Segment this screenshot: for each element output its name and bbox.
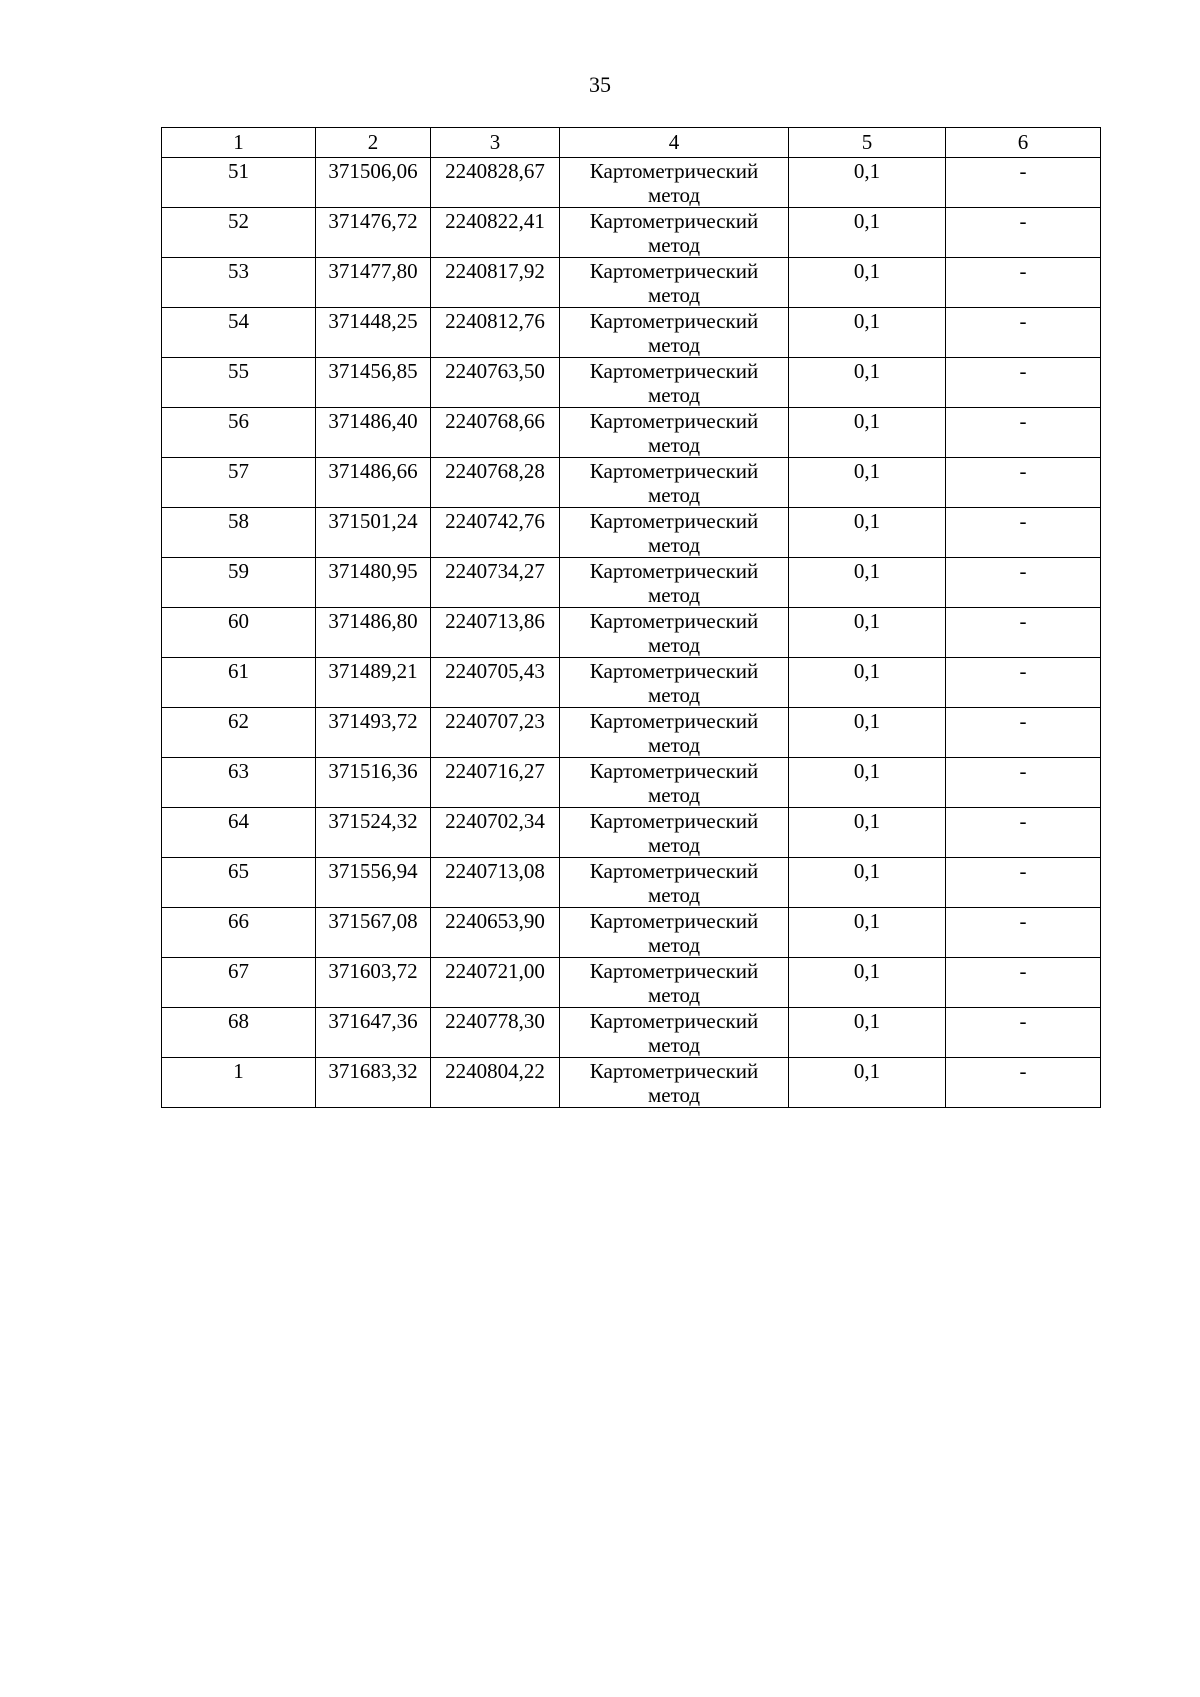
note-cell-text: - [1019, 209, 1027, 233]
x-coordinate-cell-text: 371493,72 [328, 709, 418, 733]
method-cell [560, 808, 789, 858]
point-number-cell-text: 58 [228, 509, 249, 533]
y-coordinate-cell [431, 858, 560, 908]
method-line-2: метод [647, 583, 701, 607]
method-line-1: Картометрический [589, 159, 759, 183]
x-coordinate-cell-text: 371480,95 [328, 559, 418, 583]
method-line-2: метод [647, 1033, 701, 1057]
x-coordinate-cell [316, 908, 431, 958]
x-coordinate-cell [316, 808, 431, 858]
point-number-cell-text: 61 [228, 659, 249, 683]
method-cell [560, 858, 789, 908]
accuracy-cell [789, 158, 946, 208]
point-number-cell [162, 358, 316, 408]
accuracy-cell [789, 858, 946, 908]
method-line-1: Картометрический [589, 1059, 759, 1083]
y-coordinate-cell-text: 2240653,90 [445, 909, 545, 933]
y-coordinate-cell-text: 2240768,66 [445, 409, 545, 433]
y-coordinate-cell-text: 2240734,27 [445, 559, 545, 583]
note-cell [946, 558, 1101, 608]
x-coordinate-cell [316, 408, 431, 458]
method-line-2: метод [647, 283, 701, 307]
y-coordinate-cell [431, 258, 560, 308]
method-cell-text [560, 1058, 788, 1107]
header-cell-3: 3 [431, 128, 560, 158]
table-body [162, 158, 1101, 1108]
accuracy-cell-text: 0,1 [853, 859, 881, 883]
method-cell [560, 458, 789, 508]
x-coordinate-cell-text: 371647,36 [328, 1009, 418, 1033]
table-row [162, 258, 1101, 308]
method-cell [560, 308, 789, 358]
method-line-1: Картометрический [589, 809, 759, 833]
x-coordinate-cell-text: 371567,08 [328, 909, 418, 933]
note-cell-text: - [1019, 1059, 1027, 1083]
method-line-1: Картометрический [589, 709, 759, 733]
table-row [162, 858, 1101, 908]
method-line-1: Картометрический [589, 209, 759, 233]
note-cell-text: - [1019, 509, 1027, 533]
note-cell [946, 158, 1101, 208]
header-cell-4: 4 [560, 128, 789, 158]
point-number-cell [162, 208, 316, 258]
method-line-1: Картометрический [589, 509, 759, 533]
x-coordinate-cell-text: 371489,21 [328, 659, 418, 683]
method-line-1: Картометрический [589, 609, 759, 633]
method-cell-text [560, 608, 788, 657]
accuracy-cell-text: 0,1 [853, 509, 881, 533]
note-cell [946, 908, 1101, 958]
y-coordinate-cell [431, 458, 560, 508]
method-cell [560, 258, 789, 308]
coordinates-table [161, 127, 1101, 1108]
x-coordinate-cell-text: 371506,06 [328, 159, 418, 183]
y-coordinate-cell [431, 1008, 560, 1058]
method-line-1: Картометрический [589, 1009, 759, 1033]
method-cell [560, 1008, 789, 1058]
method-line-1: Картометрический [589, 959, 759, 983]
note-cell [946, 808, 1101, 858]
point-number-cell [162, 958, 316, 1008]
x-coordinate-cell-text: 371486,40 [328, 409, 418, 433]
method-line-2: метод [647, 933, 701, 957]
accuracy-cell [789, 258, 946, 308]
accuracy-cell-text: 0,1 [853, 1009, 881, 1033]
accuracy-cell [789, 358, 946, 408]
method-line-1: Картометрический [589, 409, 759, 433]
note-cell-text: - [1019, 259, 1027, 283]
x-coordinate-cell [316, 258, 431, 308]
y-coordinate-cell [431, 808, 560, 858]
note-cell-text: - [1019, 609, 1027, 633]
x-coordinate-cell [316, 708, 431, 758]
table-row [162, 658, 1101, 708]
note-cell-text: - [1019, 859, 1027, 883]
method-line-2: метод [647, 1083, 701, 1107]
note-cell [946, 508, 1101, 558]
method-line-1: Картометрический [589, 659, 759, 683]
point-number-cell-text: 53 [228, 259, 249, 283]
note-cell [946, 608, 1101, 658]
accuracy-cell-text: 0,1 [853, 809, 881, 833]
accuracy-cell [789, 758, 946, 808]
point-number-cell [162, 458, 316, 508]
point-number-cell [162, 658, 316, 708]
point-number-cell-text: 65 [228, 859, 249, 883]
method-line-2: метод [647, 233, 701, 257]
method-line-2: метод [647, 633, 701, 657]
note-cell-text: - [1019, 309, 1027, 333]
point-number-cell-text: 51 [228, 159, 249, 183]
method-cell-text [560, 558, 788, 607]
y-coordinate-cell-text: 2240713,86 [445, 609, 545, 633]
table-row [162, 1008, 1101, 1058]
x-coordinate-cell [316, 208, 431, 258]
method-line-1: Картометрический [589, 359, 759, 383]
table-row [162, 758, 1101, 808]
method-cell-text [560, 1008, 788, 1057]
table-row [162, 158, 1101, 208]
header-cell-1: 1 [162, 128, 316, 158]
note-cell [946, 358, 1101, 408]
y-coordinate-cell-text: 2240822,41 [445, 209, 545, 233]
method-line-2: метод [647, 533, 701, 557]
point-number-cell [162, 608, 316, 658]
note-cell [946, 258, 1101, 308]
point-number-cell-text: 67 [228, 959, 249, 983]
point-number-cell-text: 52 [228, 209, 249, 233]
method-cell-text [560, 758, 788, 807]
table-row [162, 508, 1101, 558]
table-row [162, 958, 1101, 1008]
table-row [162, 908, 1101, 958]
point-number-cell [162, 558, 316, 608]
x-coordinate-cell-text: 371556,94 [328, 859, 418, 883]
y-coordinate-cell [431, 558, 560, 608]
point-number-cell [162, 758, 316, 808]
method-cell-text [560, 208, 788, 257]
table-row [162, 608, 1101, 658]
accuracy-cell [789, 408, 946, 458]
y-coordinate-cell-text: 2240705,43 [445, 659, 545, 683]
accuracy-cell-text: 0,1 [853, 259, 881, 283]
method-cell-text [560, 458, 788, 507]
note-cell [946, 1008, 1101, 1058]
accuracy-cell-text: 0,1 [853, 959, 881, 983]
point-number-cell [162, 858, 316, 908]
y-coordinate-cell [431, 608, 560, 658]
accuracy-cell-text: 0,1 [853, 559, 881, 583]
method-cell [560, 158, 789, 208]
method-cell [560, 1058, 789, 1108]
point-number-cell [162, 708, 316, 758]
x-coordinate-cell [316, 458, 431, 508]
y-coordinate-cell [431, 208, 560, 258]
method-line-1: Картометрический [589, 309, 759, 333]
accuracy-cell-text: 0,1 [853, 709, 881, 733]
note-cell [946, 408, 1101, 458]
method-line-2: метод [647, 683, 701, 707]
note-cell-text: - [1019, 759, 1027, 783]
y-coordinate-cell-text: 2240804,22 [445, 1059, 545, 1083]
point-number-cell-text: 54 [228, 309, 249, 333]
x-coordinate-cell [316, 758, 431, 808]
x-coordinate-cell-text: 371516,36 [328, 759, 418, 783]
x-coordinate-cell-text: 371524,32 [328, 809, 418, 833]
method-cell [560, 208, 789, 258]
page-number: 35 [589, 72, 611, 97]
point-number-cell [162, 508, 316, 558]
point-number-cell [162, 1008, 316, 1058]
method-line-2: метод [647, 483, 701, 507]
method-cell-text [560, 858, 788, 907]
y-coordinate-cell [431, 958, 560, 1008]
y-coordinate-cell-text: 2240702,34 [445, 809, 545, 833]
accuracy-cell-text: 0,1 [853, 309, 881, 333]
y-coordinate-cell-text: 2240742,76 [445, 509, 545, 533]
note-cell-text: - [1019, 359, 1027, 383]
point-number-cell [162, 408, 316, 458]
method-cell-text [560, 808, 788, 857]
y-coordinate-cell-text: 2240713,08 [445, 859, 545, 883]
note-cell-text: - [1019, 809, 1027, 833]
y-coordinate-cell [431, 308, 560, 358]
point-number-cell-text: 55 [228, 359, 249, 383]
y-coordinate-cell-text: 2240812,76 [445, 309, 545, 333]
accuracy-cell-text: 0,1 [853, 759, 881, 783]
method-cell-text [560, 958, 788, 1007]
x-coordinate-cell [316, 1008, 431, 1058]
accuracy-cell [789, 808, 946, 858]
accuracy-cell [789, 558, 946, 608]
table-row [162, 358, 1101, 408]
table-row [162, 708, 1101, 758]
point-number-cell-text: 62 [228, 709, 249, 733]
y-coordinate-cell-text: 2240763,50 [445, 359, 545, 383]
note-cell [946, 858, 1101, 908]
accuracy-cell [789, 908, 946, 958]
method-line-1: Картометрический [589, 759, 759, 783]
x-coordinate-cell-text: 371501,24 [328, 509, 418, 533]
method-cell-text [560, 508, 788, 557]
point-number-cell-text: 1 [233, 1059, 244, 1083]
accuracy-cell-text: 0,1 [853, 159, 881, 183]
method-cell-text [560, 358, 788, 407]
table-row [162, 558, 1101, 608]
accuracy-cell [789, 458, 946, 508]
y-coordinate-cell [431, 658, 560, 708]
y-coordinate-cell-text: 2240817,92 [445, 259, 545, 283]
method-line-1: Картометрический [589, 259, 759, 283]
note-cell-text: - [1019, 1009, 1027, 1033]
method-line-2: метод [647, 833, 701, 857]
accuracy-cell-text: 0,1 [853, 409, 881, 433]
method-line-2: метод [647, 783, 701, 807]
x-coordinate-cell [316, 308, 431, 358]
x-coordinate-cell-text: 371456,85 [328, 359, 418, 383]
point-number-cell [162, 1058, 316, 1108]
method-line-1: Картометрический [589, 859, 759, 883]
point-number-cell-text: 66 [228, 909, 249, 933]
method-cell [560, 408, 789, 458]
x-coordinate-cell [316, 558, 431, 608]
method-cell [560, 558, 789, 608]
note-cell [946, 958, 1101, 1008]
point-number-cell [162, 908, 316, 958]
y-coordinate-cell-text: 2240716,27 [445, 759, 545, 783]
x-coordinate-cell [316, 658, 431, 708]
note-cell-text: - [1019, 559, 1027, 583]
table-row [162, 458, 1101, 508]
table-row [162, 808, 1101, 858]
x-coordinate-cell-text: 371486,66 [328, 459, 418, 483]
method-cell [560, 358, 789, 408]
table-header [162, 128, 1101, 158]
method-cell-text [560, 158, 788, 207]
header-cell-6: 6 [946, 128, 1101, 158]
x-coordinate-cell-text: 371476,72 [328, 209, 418, 233]
method-cell-text [560, 658, 788, 707]
header-cell-5: 5 [789, 128, 946, 158]
accuracy-cell [789, 208, 946, 258]
x-coordinate-cell [316, 608, 431, 658]
y-coordinate-cell [431, 1058, 560, 1108]
accuracy-cell-text: 0,1 [853, 359, 881, 383]
method-line-2: метод [647, 333, 701, 357]
accuracy-cell [789, 1058, 946, 1108]
note-cell-text: - [1019, 709, 1027, 733]
accuracy-cell-text: 0,1 [853, 659, 881, 683]
note-cell-text: - [1019, 409, 1027, 433]
y-coordinate-cell [431, 408, 560, 458]
point-number-cell-text: 63 [228, 759, 249, 783]
point-number-cell-text: 56 [228, 409, 249, 433]
table-row [162, 308, 1101, 358]
x-coordinate-cell [316, 158, 431, 208]
method-cell [560, 508, 789, 558]
method-line-1: Картометрический [589, 909, 759, 933]
note-cell [946, 758, 1101, 808]
accuracy-cell-text: 0,1 [853, 609, 881, 633]
method-cell [560, 958, 789, 1008]
y-coordinate-cell-text: 2240778,30 [445, 1009, 545, 1033]
method-cell-text [560, 308, 788, 357]
accuracy-cell [789, 308, 946, 358]
accuracy-cell [789, 658, 946, 708]
note-cell-text: - [1019, 159, 1027, 183]
y-coordinate-cell [431, 708, 560, 758]
x-coordinate-cell-text: 371477,80 [328, 259, 418, 283]
y-coordinate-cell [431, 508, 560, 558]
accuracy-cell [789, 958, 946, 1008]
y-coordinate-cell [431, 758, 560, 808]
x-coordinate-cell [316, 358, 431, 408]
x-coordinate-cell [316, 1058, 431, 1108]
x-coordinate-cell [316, 858, 431, 908]
note-cell [946, 658, 1101, 708]
point-number-cell [162, 158, 316, 208]
method-line-1: Картометрический [589, 459, 759, 483]
point-number-cell-text: 68 [228, 1009, 249, 1033]
accuracy-cell-text: 0,1 [853, 459, 881, 483]
method-cell [560, 658, 789, 708]
x-coordinate-cell-text: 371603,72 [328, 959, 418, 983]
table-row [162, 208, 1101, 258]
point-number-cell-text: 57 [228, 459, 249, 483]
y-coordinate-cell-text: 2240707,23 [445, 709, 545, 733]
method-cell [560, 908, 789, 958]
x-coordinate-cell [316, 508, 431, 558]
method-cell-text [560, 908, 788, 957]
method-cell [560, 758, 789, 808]
point-number-cell-text: 59 [228, 559, 249, 583]
accuracy-cell-text: 0,1 [853, 209, 881, 233]
accuracy-cell [789, 1008, 946, 1058]
y-coordinate-cell [431, 358, 560, 408]
table-row [162, 408, 1101, 458]
note-cell-text: - [1019, 659, 1027, 683]
method-line-2: метод [647, 733, 701, 757]
method-line-1: Картометрический [589, 559, 759, 583]
point-number-cell-text: 64 [228, 809, 249, 833]
method-line-2: метод [647, 433, 701, 457]
header-row [162, 128, 1101, 158]
note-cell [946, 708, 1101, 758]
method-line-2: метод [647, 983, 701, 1007]
method-line-2: метод [647, 383, 701, 407]
method-line-2: метод [647, 883, 701, 907]
x-coordinate-cell-text: 371683,32 [328, 1059, 418, 1083]
accuracy-cell [789, 508, 946, 558]
header-cell-2: 2 [316, 128, 431, 158]
y-coordinate-cell [431, 908, 560, 958]
y-coordinate-cell-text: 2240768,28 [445, 459, 545, 483]
accuracy-cell [789, 708, 946, 758]
note-cell [946, 1058, 1101, 1108]
table-row [162, 1058, 1101, 1108]
note-cell-text: - [1019, 959, 1027, 983]
note-cell [946, 458, 1101, 508]
note-cell [946, 308, 1101, 358]
point-number-cell [162, 258, 316, 308]
x-coordinate-cell-text: 371448,25 [328, 309, 418, 333]
accuracy-cell-text: 0,1 [853, 1059, 881, 1083]
accuracy-cell [789, 608, 946, 658]
method-cell-text [560, 408, 788, 457]
method-cell-text [560, 258, 788, 307]
point-number-cell [162, 308, 316, 358]
method-cell [560, 608, 789, 658]
note-cell [946, 208, 1101, 258]
y-coordinate-cell [431, 158, 560, 208]
x-coordinate-cell [316, 958, 431, 1008]
note-cell-text: - [1019, 909, 1027, 933]
point-number-cell [162, 808, 316, 858]
note-cell-text: - [1019, 459, 1027, 483]
method-cell [560, 708, 789, 758]
x-coordinate-cell-text: 371486,80 [328, 609, 418, 633]
method-line-2: метод [647, 183, 701, 207]
accuracy-cell-text: 0,1 [853, 909, 881, 933]
method-cell-text [560, 708, 788, 757]
y-coordinate-cell-text: 2240828,67 [445, 159, 545, 183]
y-coordinate-cell-text: 2240721,00 [445, 959, 545, 983]
point-number-cell-text: 60 [228, 609, 249, 633]
